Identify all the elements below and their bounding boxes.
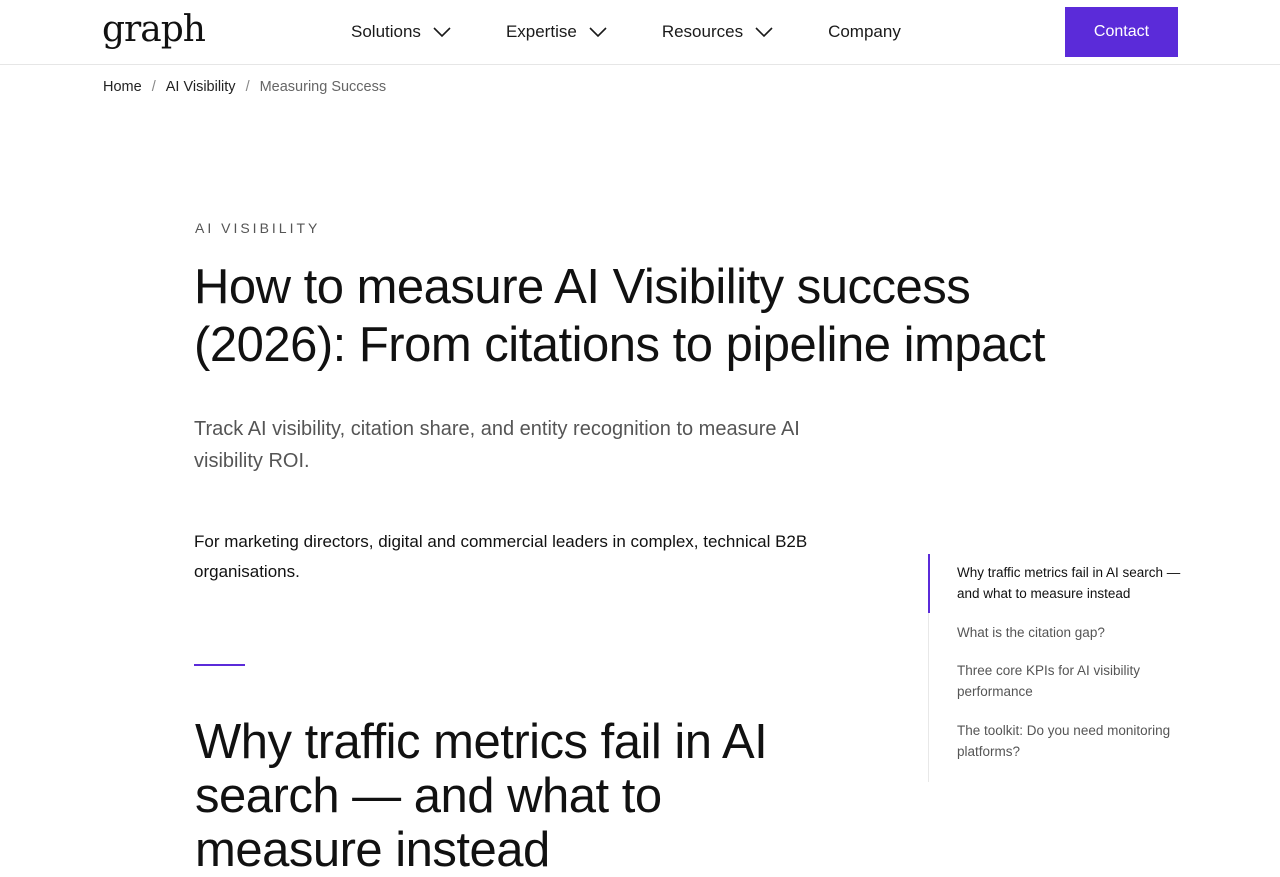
contact-button[interactable]: Contact	[1065, 7, 1178, 57]
breadcrumb-current: Measuring Success	[259, 79, 387, 95]
page-title-line-1: How to measure AI Visibility success	[194, 260, 971, 314]
graph-logo[interactable]: graph	[102, 9, 205, 50]
toc-item-toolkit[interactable]: The toolkit: Do you need monitoring platforms?	[928, 711, 1188, 782]
breadcrumb-home[interactable]: Home	[103, 79, 142, 95]
site-header	[0, 0, 1280, 65]
breadcrumb-separator: /	[151, 79, 156, 95]
category-eyebrow: AI VISIBILITY	[195, 220, 321, 236]
breadcrumb	[103, 79, 386, 95]
nav-resources-label: Resources	[661, 22, 744, 41]
nav-company[interactable]	[828, 22, 901, 42]
chevron-down-icon	[755, 26, 773, 38]
toc-item-traffic-metrics[interactable]: Why traffic metrics fail in AI search — and what to measure instead	[928, 554, 1188, 613]
section-heading: Why traffic metrics fail in AI search — and what to measure instead	[195, 715, 768, 877]
breadcrumb-ai-visibility[interactable]: AI Visibility	[165, 79, 236, 95]
nav-solutions[interactable]	[351, 22, 451, 42]
toc-item-core-kpis[interactable]: Three core KPIs for AI visibility performance	[928, 651, 1188, 711]
section-divider	[194, 664, 245, 666]
main-nav	[351, 0, 901, 64]
nav-solutions-label: Solutions	[351, 22, 421, 41]
audience-note: For marketing directors, digital and commercial leaders in complex, technical B2B organisations.	[194, 532, 808, 581]
nav-expertise[interactable]	[506, 22, 607, 42]
chevron-down-icon	[589, 26, 607, 38]
page-title-line-2: (2026): From citations to pipeline impact	[194, 318, 1045, 372]
nav-expertise-label: Expertise	[505, 22, 577, 41]
table-of-contents	[928, 554, 1188, 782]
page-title	[194, 258, 1134, 374]
breadcrumb-separator: /	[245, 79, 250, 95]
nav-company-label: Company	[828, 22, 901, 41]
chevron-down-icon	[433, 26, 451, 38]
article-lede: Track AI visibility, citation share, and entity recognition to measure AI visibility ROI.	[194, 418, 800, 472]
nav-resources[interactable]	[662, 22, 773, 42]
toc-item-citation-gap[interactable]: What is the citation gap?	[928, 613, 1188, 651]
